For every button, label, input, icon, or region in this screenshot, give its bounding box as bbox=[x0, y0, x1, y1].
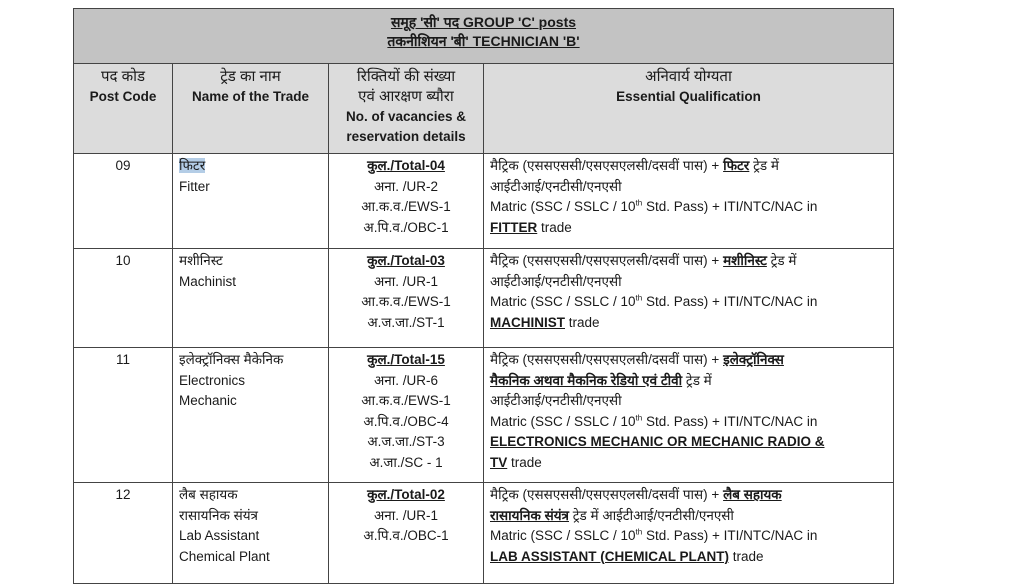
post-code: 12 bbox=[74, 483, 173, 583]
qual-trade-en: ELECTRONICS MECHANIC OR MECHANIC RADIO & bbox=[490, 434, 825, 449]
trade-name bbox=[173, 249, 329, 347]
table-row bbox=[74, 348, 893, 483]
qual-trade-suffix: trade bbox=[729, 548, 764, 564]
qual-trade-en: TV bbox=[490, 454, 508, 470]
qual-trade-en: LAB ASSISTANT (CHEMICAL PLANT) bbox=[490, 548, 729, 564]
qual-trade-hi: मैकनिक अथवा मैकनिक रेडियो एवं टीवी bbox=[490, 372, 683, 388]
title-line-1: समूह 'सी' पद GROUP 'C' posts bbox=[390, 14, 577, 30]
vacancy-item: आ.क.व./EWS-1 bbox=[361, 393, 451, 408]
vacancy-item: अ.पि.व./OBC-4 bbox=[363, 413, 449, 429]
qual-iti-hi: आईटीआई/एनटीसी/एनएसी bbox=[490, 273, 622, 289]
table-row bbox=[74, 483, 893, 583]
trade-name-en: Machinist bbox=[179, 273, 237, 289]
header-qualification-en: Essential Qualification bbox=[616, 89, 761, 104]
vacancy-total: कुल./Total-03 bbox=[367, 253, 445, 268]
trade-name-en: Lab Assistant bbox=[179, 528, 260, 543]
qual-en-b: Std. Pass) + ITI/NTC/NAC in bbox=[642, 199, 818, 214]
post-code: 10 bbox=[74, 249, 173, 347]
qual-en-sup: th bbox=[635, 293, 643, 303]
qual-trade-suffix: trade bbox=[565, 314, 600, 330]
qual-en-sup: th bbox=[635, 198, 643, 208]
vacancy-item: अ.ज.जा./ST-3 bbox=[367, 434, 445, 449]
qual-en-a: Matric (SSC / SSLC / 10 bbox=[490, 294, 636, 309]
qual-trade-hi: इलेक्ट्रॉनिक्स bbox=[723, 352, 784, 367]
trade-name bbox=[173, 483, 329, 583]
qualification bbox=[484, 154, 893, 248]
qual-en-a: Matric (SSC / SSLC / 10 bbox=[490, 528, 636, 543]
qual-trade-in: ट्रेड में bbox=[766, 253, 797, 268]
header-vacancies bbox=[329, 64, 484, 153]
vacancy-total: कुल./Total-04 bbox=[367, 158, 445, 173]
vacancy-item: आ.क.व./EWS-1 bbox=[361, 294, 451, 309]
post-code: 09 bbox=[74, 154, 173, 248]
qual-trade-hi: रासायनिक संयंत्र bbox=[490, 507, 569, 523]
title-line-2: तकनीशियन 'बी' TECHNICIAN 'B' bbox=[387, 33, 580, 49]
header-vacancies-hi1: रिक्तियों की संख्या bbox=[356, 68, 456, 85]
header-trade-en: Name of the Trade bbox=[191, 89, 310, 104]
qualification bbox=[484, 249, 893, 347]
qual-trade-en: FITTER bbox=[490, 219, 538, 235]
header-post-code bbox=[74, 64, 173, 153]
vacancy-total: कुल./Total-15 bbox=[367, 352, 445, 367]
qual-en-a: Matric (SSC / SSLC / 10 bbox=[490, 199, 636, 214]
trade-name-en: Fitter bbox=[179, 178, 210, 194]
trade-name-hi-selected[interactable]: फिटर bbox=[179, 158, 206, 173]
header-qualification-hi: अनिवार्य योग्यता bbox=[645, 68, 732, 85]
trade-name bbox=[173, 154, 329, 248]
header-post-code-hi: पद कोड bbox=[100, 68, 146, 85]
qual-trade-in: ट्रेड में bbox=[682, 372, 712, 388]
vacancy-item: अ.ज.जा./ST-1 bbox=[367, 314, 445, 330]
header-vacancies-en2: reservation details bbox=[346, 129, 466, 144]
qual-iti-hi: आईटीआई/एनटीसी/एनएसी bbox=[490, 393, 622, 408]
header-trade bbox=[173, 64, 329, 153]
vacancy-table bbox=[73, 8, 894, 584]
header-vacancies-en1: No. of vacancies & bbox=[345, 109, 467, 124]
trade-name-hi: इलेक्ट्रॉनिक्स मैकेनिक bbox=[179, 352, 284, 367]
table-title bbox=[74, 9, 893, 64]
trade-name-hi: लैब सहायक bbox=[179, 487, 238, 502]
trade-name-hi: रासायनिक संयंत्र bbox=[179, 507, 258, 523]
table-row bbox=[74, 154, 893, 249]
header-vacancies-hi2: एवं आरक्षण ब्यौरा bbox=[358, 88, 454, 105]
qualification bbox=[484, 348, 893, 482]
vacancies bbox=[329, 483, 484, 583]
qual-trade-hi: मशीनिस्ट bbox=[723, 253, 767, 268]
vacancies bbox=[329, 154, 484, 248]
table-row bbox=[74, 249, 893, 348]
vacancies bbox=[329, 249, 484, 347]
qual-en-b: Std. Pass) + ITI/NTC/NAC in bbox=[642, 294, 818, 309]
qual-trade-suffix: trade bbox=[507, 454, 542, 470]
vacancy-item: आ.क.व./EWS-1 bbox=[361, 199, 451, 214]
qual-iti-hi: आईटीआई/एनटीसी/एनएसी bbox=[490, 178, 622, 194]
qual-en-a: Matric (SSC / SSLC / 10 bbox=[490, 413, 636, 429]
vacancy-item: अ.पि.व./OBC-1 bbox=[363, 219, 449, 235]
header-trade-hi: ट्रेड का नाम bbox=[220, 68, 281, 85]
qual-en-sup: th bbox=[635, 527, 643, 537]
qual-trade-hi: लैब सहायक bbox=[723, 487, 782, 502]
vacancy-item: अ.पि.व./OBC-1 bbox=[363, 528, 449, 543]
header-qualification bbox=[484, 64, 893, 153]
column-header-row bbox=[74, 64, 893, 154]
qual-en-b: Std. Pass) + ITI/NTC/NAC in bbox=[642, 528, 818, 543]
qualification bbox=[484, 483, 893, 583]
qual-trade-in: ट्रेड में bbox=[749, 158, 779, 173]
qual-hi-prefix: मैट्रिक (एससएससी/एसएसएलसी/दसवीं पास) + bbox=[490, 352, 724, 367]
qual-en-sup: th bbox=[635, 413, 643, 422]
trade-name-en: Electronics bbox=[179, 372, 246, 388]
qual-hi-prefix: मैट्रिक (एससएससी/एसएसएलसी/दसवीं पास) + bbox=[490, 158, 724, 173]
qual-trade-hi: फिटर bbox=[723, 158, 750, 173]
qual-trade-in: ट्रेड में आईटीआई/एनटीसी/एनएसी bbox=[569, 507, 734, 523]
vacancies bbox=[329, 348, 484, 482]
qual-en-b: Std. Pass) + ITI/NTC/NAC in bbox=[642, 413, 818, 429]
vacancy-item: अना. /UR-2 bbox=[373, 178, 439, 194]
vacancy-item: अना. /UR-1 bbox=[373, 273, 439, 289]
vacancy-item: अना. /UR-6 bbox=[373, 372, 439, 388]
vacancy-total: कुल./Total-02 bbox=[367, 487, 445, 502]
qual-trade-en: MACHINIST bbox=[490, 314, 565, 330]
trade-name bbox=[173, 348, 329, 482]
trade-name-en: Mechanic bbox=[179, 393, 237, 408]
post-code: 11 bbox=[74, 348, 173, 482]
qual-hi-prefix: मैट्रिक (एससएससी/एसएसएलसी/दसवीं पास) + bbox=[490, 487, 724, 502]
trade-name-hi: मशीनिस्ट bbox=[179, 253, 223, 268]
header-post-code-en: Post Code bbox=[89, 89, 157, 104]
vacancy-item: अना. /UR-1 bbox=[373, 507, 439, 523]
trade-name-en: Chemical Plant bbox=[179, 548, 270, 564]
qual-trade-suffix: trade bbox=[537, 219, 572, 235]
vacancy-item: अ.जा./SC - 1 bbox=[369, 454, 443, 470]
qual-hi-prefix: मैट्रिक (एससएससी/एसएसएलसी/दसवीं पास) + bbox=[490, 253, 724, 268]
